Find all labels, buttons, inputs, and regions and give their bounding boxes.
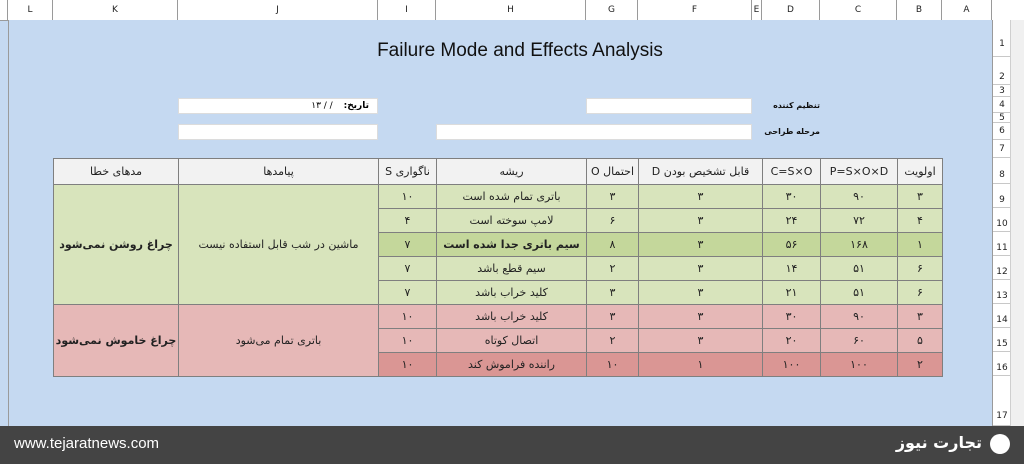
page-title: Failure Mode and Effects Analysis — [377, 40, 663, 61]
cause-cell[interactable]: سیم باتری جدا شده است — [437, 233, 587, 257]
occurrence-cell[interactable]: ۲ — [587, 257, 639, 281]
detection-cell[interactable]: ۳ — [639, 305, 763, 329]
row-header-1[interactable]: 1 — [993, 20, 1011, 57]
cso-cell[interactable]: ۵۶ — [763, 233, 821, 257]
cause-cell[interactable]: لامپ سوخته است — [437, 209, 587, 233]
design-stage-input[interactable] — [436, 124, 752, 140]
cso-cell[interactable]: ۲۰ — [763, 329, 821, 353]
priority-cell[interactable]: ۶ — [898, 257, 943, 281]
col-header-B[interactable]: B — [897, 0, 942, 20]
cause-cell[interactable]: کلید خراب باشد — [437, 281, 587, 305]
severity-cell[interactable]: ۷ — [379, 257, 437, 281]
effect-cell[interactable]: ماشین در شب قابل استفاده نیست — [179, 185, 379, 305]
priority-cell[interactable]: ۳ — [898, 185, 943, 209]
row-header-11[interactable]: 11 — [993, 232, 1011, 256]
priority-cell[interactable]: ۵ — [898, 329, 943, 353]
preparer-input[interactable] — [586, 98, 752, 114]
severity-cell[interactable]: ۷ — [379, 281, 437, 305]
priority-cell[interactable]: ۶ — [898, 281, 943, 305]
table-row — [54, 185, 943, 209]
row-header-6[interactable]: 6 — [993, 123, 1011, 140]
cso-cell[interactable]: ۲۱ — [763, 281, 821, 305]
occurrence-cell[interactable]: ۶ — [587, 209, 639, 233]
pod-cell[interactable]: ۹۰ — [821, 305, 898, 329]
header-effects[interactable]: پیامدها — [179, 159, 379, 185]
row-header-2[interactable]: 2 — [993, 57, 1011, 85]
row-header-9[interactable]: 9 — [993, 184, 1011, 208]
detection-cell[interactable]: ۳ — [639, 233, 763, 257]
priority-cell[interactable]: ۴ — [898, 209, 943, 233]
col-header-H[interactable]: H — [436, 0, 586, 20]
row-header-13[interactable]: 13 — [993, 280, 1011, 304]
pod-cell[interactable]: ۷۲ — [821, 209, 898, 233]
header-priority[interactable]: اولویت — [898, 159, 943, 185]
occurrence-cell[interactable]: ۸ — [587, 233, 639, 257]
date-value: / / ۱۳ — [311, 101, 333, 111]
priority-cell[interactable]: ۳ — [898, 305, 943, 329]
header-pod[interactable]: P=S×O×D — [821, 159, 898, 185]
severity-cell[interactable]: ۱۰ — [379, 305, 437, 329]
col-header-I[interactable]: I — [378, 0, 436, 20]
pod-cell[interactable]: ۱۶۸ — [821, 233, 898, 257]
corner-cell[interactable] — [0, 0, 8, 20]
pod-cell[interactable]: ۹۰ — [821, 185, 898, 209]
table-header-row — [54, 159, 943, 185]
header-severity[interactable]: ناگواری S — [379, 159, 437, 185]
row-header-4[interactable]: 4 — [993, 97, 1011, 113]
footer-bar — [0, 426, 1024, 464]
row-header-bar — [992, 20, 1011, 426]
brand-logo-icon — [990, 434, 1010, 454]
row-header-10[interactable]: 10 — [993, 208, 1011, 232]
detection-cell[interactable]: ۱ — [639, 353, 763, 377]
header-cause[interactable]: ریشه — [437, 159, 587, 185]
col-header-J[interactable]: J — [178, 0, 378, 20]
severity-cell[interactable]: ۷ — [379, 233, 437, 257]
vertical-scrollbar[interactable] — [1010, 20, 1024, 426]
header-modes[interactable]: مدهای خطا — [54, 159, 179, 185]
priority-cell[interactable]: ۲ — [898, 353, 943, 377]
row-header-5[interactable]: 5 — [993, 113, 1011, 123]
design-stage-label: مرحله طراحی — [764, 127, 820, 136]
col-header-G[interactable]: G — [586, 0, 638, 20]
cso-cell[interactable]: ۱۰۰ — [763, 353, 821, 377]
cso-cell[interactable]: ۳۰ — [763, 185, 821, 209]
severity-cell[interactable]: ۱۰ — [379, 329, 437, 353]
col-header-D[interactable]: D — [762, 0, 820, 20]
fmea-table — [53, 158, 943, 377]
header-detection[interactable]: قابل تشخیص بودن D — [639, 159, 763, 185]
pod-cell[interactable]: ۶۰ — [821, 329, 898, 353]
col-header-C[interactable]: C — [820, 0, 897, 20]
detection-cell[interactable]: ۳ — [639, 329, 763, 353]
occurrence-cell[interactable]: ۳ — [587, 185, 639, 209]
pod-cell[interactable]: ۵۱ — [821, 257, 898, 281]
failure-mode-cell[interactable]: چراغ روشن نمی‌شود — [54, 185, 179, 305]
footer-brand: تجارت نیوز — [895, 433, 982, 452]
failure-mode-cell[interactable]: چراغ خاموش نمی‌شود — [54, 305, 179, 377]
detection-cell[interactable]: ۳ — [639, 209, 763, 233]
column-header-bar — [0, 0, 1024, 21]
date-field[interactable] — [178, 98, 378, 114]
severity-cell[interactable]: ۴ — [379, 209, 437, 233]
cause-cell[interactable]: راننده فراموش کند — [437, 353, 587, 377]
col-header-L[interactable]: L — [8, 0, 53, 20]
header-cso[interactable]: C=S×O — [763, 159, 821, 185]
col-header-K[interactable]: K — [53, 0, 178, 20]
occurrence-cell[interactable]: ۳ — [587, 305, 639, 329]
cause-cell[interactable]: سیم قطع باشد — [437, 257, 587, 281]
footer-url[interactable]: www.tejaratnews.com — [14, 435, 160, 452]
occurrence-cell[interactable]: ۱۰ — [587, 353, 639, 377]
row-header-3[interactable]: 3 — [993, 85, 1011, 97]
date-field-2[interactable] — [178, 124, 378, 140]
row-header-15[interactable]: 15 — [993, 328, 1011, 352]
date-label: تاریخ: — [343, 101, 369, 111]
header-occurrence[interactable]: احتمال O — [587, 159, 639, 185]
col-header-E[interactable]: E — [752, 0, 762, 20]
detection-cell[interactable]: ۳ — [639, 185, 763, 209]
row-header-17[interactable]: 17 — [993, 376, 1011, 426]
cause-cell[interactable]: کلید خراب باشد — [437, 305, 587, 329]
cause-cell[interactable]: اتصال کوتاه — [437, 329, 587, 353]
severity-cell[interactable]: ۱۰ — [379, 185, 437, 209]
preparer-label: تنظیم کننده — [773, 101, 820, 110]
row-header-12[interactable]: 12 — [993, 256, 1011, 280]
row-header-16[interactable]: 16 — [993, 352, 1011, 376]
row-header-14[interactable]: 14 — [993, 304, 1011, 328]
row-header-7[interactable]: 7 — [993, 140, 1011, 158]
occurrence-cell[interactable]: ۲ — [587, 329, 639, 353]
detection-cell[interactable]: ۳ — [639, 257, 763, 281]
priority-cell[interactable]: ۱ — [898, 233, 943, 257]
col-header-A[interactable]: A — [942, 0, 992, 20]
table-row — [54, 305, 943, 329]
cause-cell[interactable]: باتری تمام شده است — [437, 185, 587, 209]
detection-cell[interactable]: ۳ — [639, 281, 763, 305]
pod-cell[interactable]: ۱۰۰ — [821, 353, 898, 377]
cso-cell[interactable]: ۳۰ — [763, 305, 821, 329]
severity-cell[interactable]: ۱۰ — [379, 353, 437, 377]
cso-cell[interactable]: ۲۴ — [763, 209, 821, 233]
row-header-8[interactable]: 8 — [993, 158, 1011, 184]
effect-cell[interactable]: باتری تمام می‌شود — [179, 305, 379, 377]
cso-cell[interactable]: ۱۴ — [763, 257, 821, 281]
occurrence-cell[interactable]: ۳ — [587, 281, 639, 305]
col-header-F[interactable]: F — [638, 0, 752, 20]
pod-cell[interactable]: ۵۱ — [821, 281, 898, 305]
